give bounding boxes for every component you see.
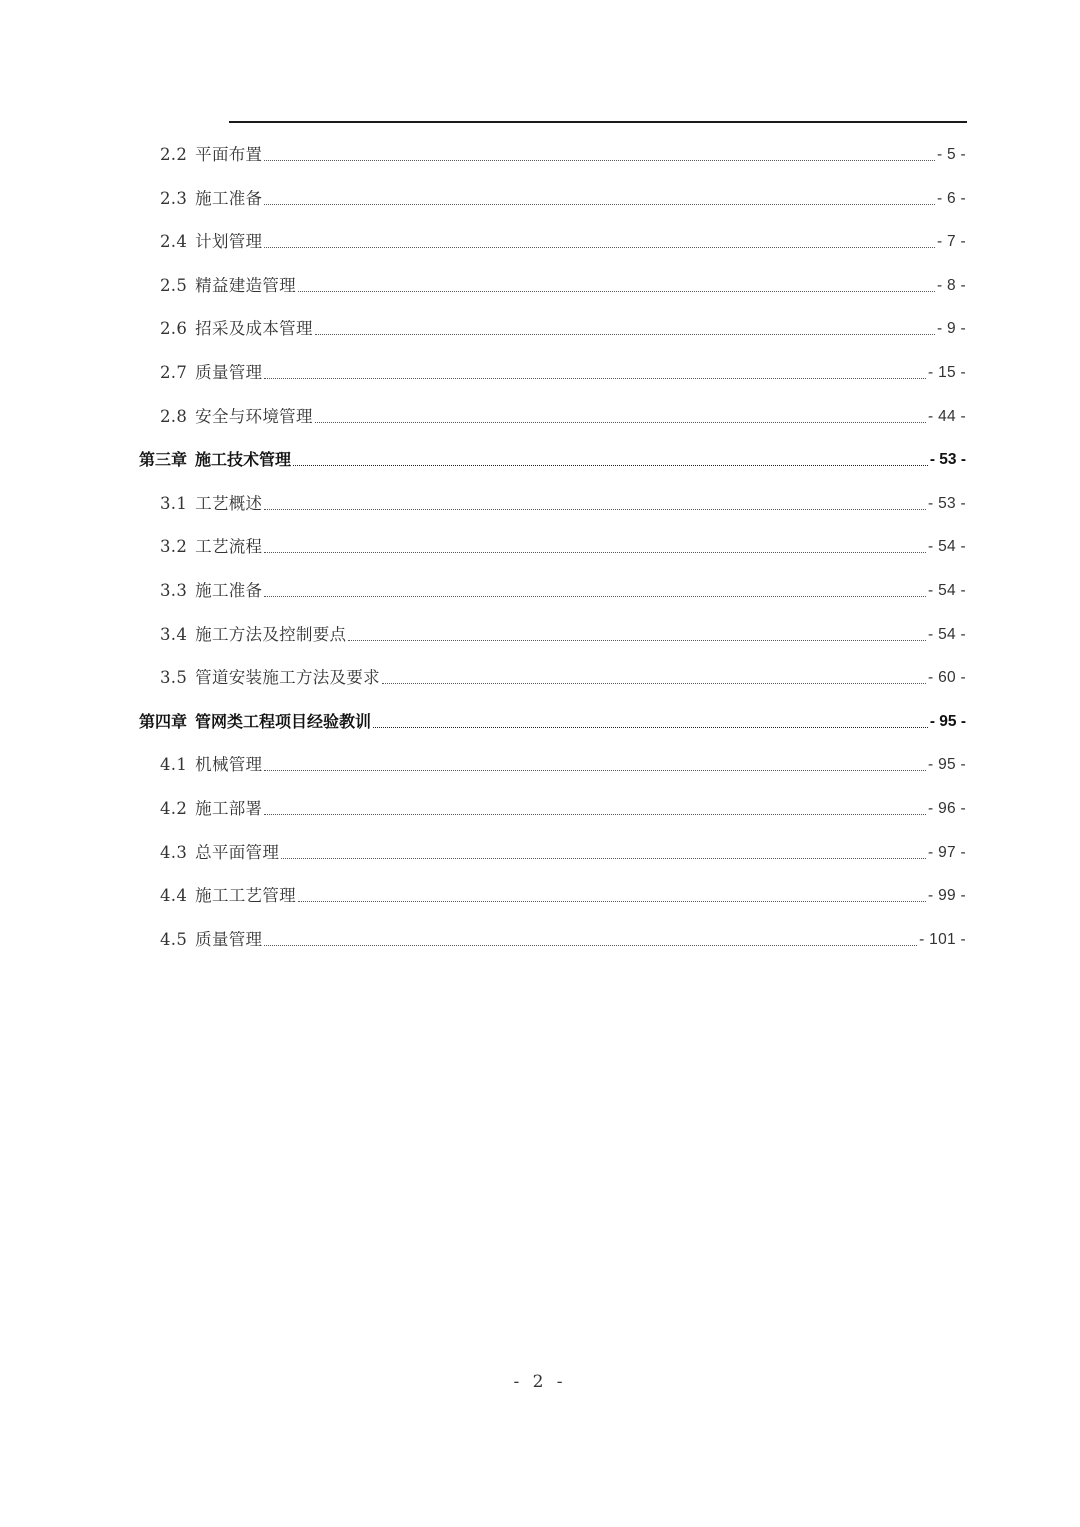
- toc-section-entry[interactable]: [160, 490, 966, 514]
- toc-entry-number: 2.7: [160, 363, 188, 382]
- toc-entry-page: - 54 -: [928, 625, 966, 643]
- toc-entry-page: - 96 -: [928, 800, 966, 817]
- toc-section-entry[interactable]: [160, 577, 966, 601]
- toc-entry-number: 3.5: [160, 668, 188, 688]
- toc-section-entry[interactable]: [160, 403, 966, 427]
- toc-section-entry[interactable]: [160, 315, 966, 339]
- toc-section-entry[interactable]: [160, 839, 966, 863]
- toc-entry-title: 施工工艺管理: [195, 886, 296, 906]
- toc-entry-label: [160, 930, 262, 950]
- toc-dot-leader: [315, 334, 935, 335]
- toc-dot-leader: [264, 814, 926, 815]
- toc-entry-page: - 101 -: [919, 930, 966, 948]
- toc-chapter-entry[interactable]: [139, 446, 966, 470]
- toc-dot-leader: [264, 596, 926, 597]
- toc-entry-label: [160, 668, 380, 688]
- toc-entry-number: 4.5: [160, 929, 188, 949]
- toc-entry-number: 2.2: [160, 145, 188, 164]
- toc-entry-title: 工艺概述: [195, 493, 263, 513]
- toc-entry-label: [160, 276, 296, 296]
- toc-entry-label: [160, 625, 346, 645]
- toc-entry-page: - 60 -: [928, 669, 966, 687]
- toc-entry-number: 3.3: [160, 581, 188, 600]
- toc-dot-leader: [298, 291, 935, 292]
- toc-entry-page: - 53 -: [928, 494, 966, 512]
- toc-entry-title: 总平面管理: [195, 842, 280, 862]
- toc-dot-leader: [264, 770, 926, 771]
- toc-dot-leader: [373, 727, 928, 728]
- toc-entry-number: 2.3: [160, 188, 188, 208]
- toc-dot-leader: [281, 858, 926, 859]
- toc-dot-leader: [264, 552, 926, 553]
- toc-entry-label: [160, 363, 262, 383]
- toc-entry-number: 第三章: [139, 450, 188, 470]
- toc-entry-page: - 6 -: [936, 189, 966, 207]
- toc-section-entry[interactable]: [160, 272, 966, 296]
- toc-entry-title: 质量管理: [195, 929, 263, 949]
- toc-entry-page: - 5 -: [936, 146, 966, 163]
- toc-entry-title: 工艺流程: [195, 537, 263, 557]
- toc-dot-leader: [264, 945, 917, 946]
- toc-entry-number: 3.1: [160, 493, 188, 513]
- toc-entry-label: [160, 537, 262, 557]
- toc-entry-label: [160, 886, 296, 906]
- toc-section-entry[interactable]: [160, 141, 966, 165]
- toc-entry-number: 2.4: [160, 232, 188, 252]
- toc-entry-number: 第四章: [139, 711, 188, 731]
- toc-entry-page: - 15 -: [928, 364, 966, 381]
- toc-entry-number: 2.5: [160, 275, 188, 295]
- toc-entry-number: 2.6: [160, 319, 188, 339]
- toc-entry-label: [160, 189, 262, 209]
- toc-entry-title: 招采及成本管理: [195, 319, 313, 339]
- toc-dot-leader: [264, 247, 935, 248]
- toc-dot-leader: [315, 422, 926, 423]
- toc-entry-page: - 54 -: [928, 582, 966, 599]
- toc-entry-title: 管网类工程项目经验教训: [195, 711, 372, 731]
- toc-entry-label: [160, 755, 262, 775]
- toc-section-entry[interactable]: [160, 751, 966, 775]
- toc-dot-leader: [348, 640, 926, 641]
- toc-entry-label: [160, 843, 279, 863]
- toc-entry-page: - 7 -: [936, 233, 966, 251]
- toc-entry-page: - 54 -: [928, 538, 966, 556]
- toc-entry-page: - 9 -: [936, 320, 966, 338]
- toc-section-entry[interactable]: [160, 533, 966, 557]
- toc-entry-title: 机械管理: [195, 755, 263, 775]
- page-number: - 2 -: [513, 1372, 567, 1392]
- toc-dot-leader: [264, 378, 926, 379]
- toc-entry-number: 4.2: [160, 799, 188, 818]
- toc-dot-leader: [293, 465, 928, 466]
- toc-entry-number: 2.8: [160, 406, 188, 426]
- toc-section-entry[interactable]: [160, 228, 966, 252]
- toc-entry-title: 计划管理: [195, 232, 263, 252]
- toc-entry-number: 3.2: [160, 537, 188, 557]
- toc-entry-number: 4.4: [160, 886, 188, 906]
- toc-entry-number: 3.4: [160, 624, 188, 644]
- toc-entry-title: 安全与环境管理: [195, 406, 313, 426]
- toc-entry-label: [160, 799, 262, 819]
- toc-entry-page: - 44 -: [928, 407, 966, 425]
- toc-section-entry[interactable]: [160, 795, 966, 819]
- toc-entry-page: - 53 -: [929, 451, 966, 469]
- toc-dot-leader: [298, 901, 926, 902]
- toc-entry-title: 施工准备: [195, 188, 263, 208]
- toc-entry-page: - 8 -: [936, 276, 966, 294]
- toc-entry-title: 管道安装施工方法及要求: [195, 668, 380, 688]
- toc-section-entry[interactable]: [160, 882, 966, 906]
- toc-entry-title: 施工技术管理: [195, 450, 292, 470]
- toc-entry-number: 4.3: [160, 842, 188, 862]
- toc-entry-number: 4.1: [160, 755, 188, 775]
- toc-section-entry[interactable]: [160, 359, 966, 383]
- toc-entry-title: 施工方法及控制要点: [195, 624, 347, 644]
- toc-dot-leader: [264, 204, 935, 205]
- toc-entry-label: [160, 494, 262, 514]
- toc-entry-title: 施工部署: [195, 799, 263, 818]
- toc-section-entry[interactable]: [160, 926, 966, 950]
- toc-entry-label: [160, 407, 313, 427]
- toc-entry-page: - 99 -: [928, 887, 966, 905]
- toc-entry-title: 平面布置: [195, 145, 263, 164]
- toc-section-entry[interactable]: [160, 621, 966, 645]
- toc-section-entry[interactable]: [160, 664, 966, 688]
- toc-chapter-entry[interactable]: [139, 708, 966, 732]
- toc-entry-title: 精益建造管理: [195, 275, 296, 295]
- toc-entry-title: 质量管理: [195, 363, 263, 382]
- toc-entry-page: - 95 -: [928, 756, 966, 774]
- toc-entry-label: [139, 712, 371, 732]
- toc-entry-title: 施工准备: [195, 581, 263, 600]
- toc-section-entry[interactable]: [160, 185, 966, 209]
- toc-entry-label: [160, 145, 262, 165]
- toc-entry-label: [160, 319, 313, 339]
- toc-entry-page: - 97 -: [928, 843, 966, 861]
- toc-entry-label: [139, 450, 291, 470]
- toc-dot-leader: [264, 509, 926, 510]
- toc-dot-leader: [264, 160, 935, 161]
- toc-entry-label: [160, 581, 262, 601]
- toc-entry-label: [160, 232, 262, 252]
- toc-dot-leader: [382, 683, 926, 684]
- toc-entry-page: - 95 -: [929, 712, 966, 730]
